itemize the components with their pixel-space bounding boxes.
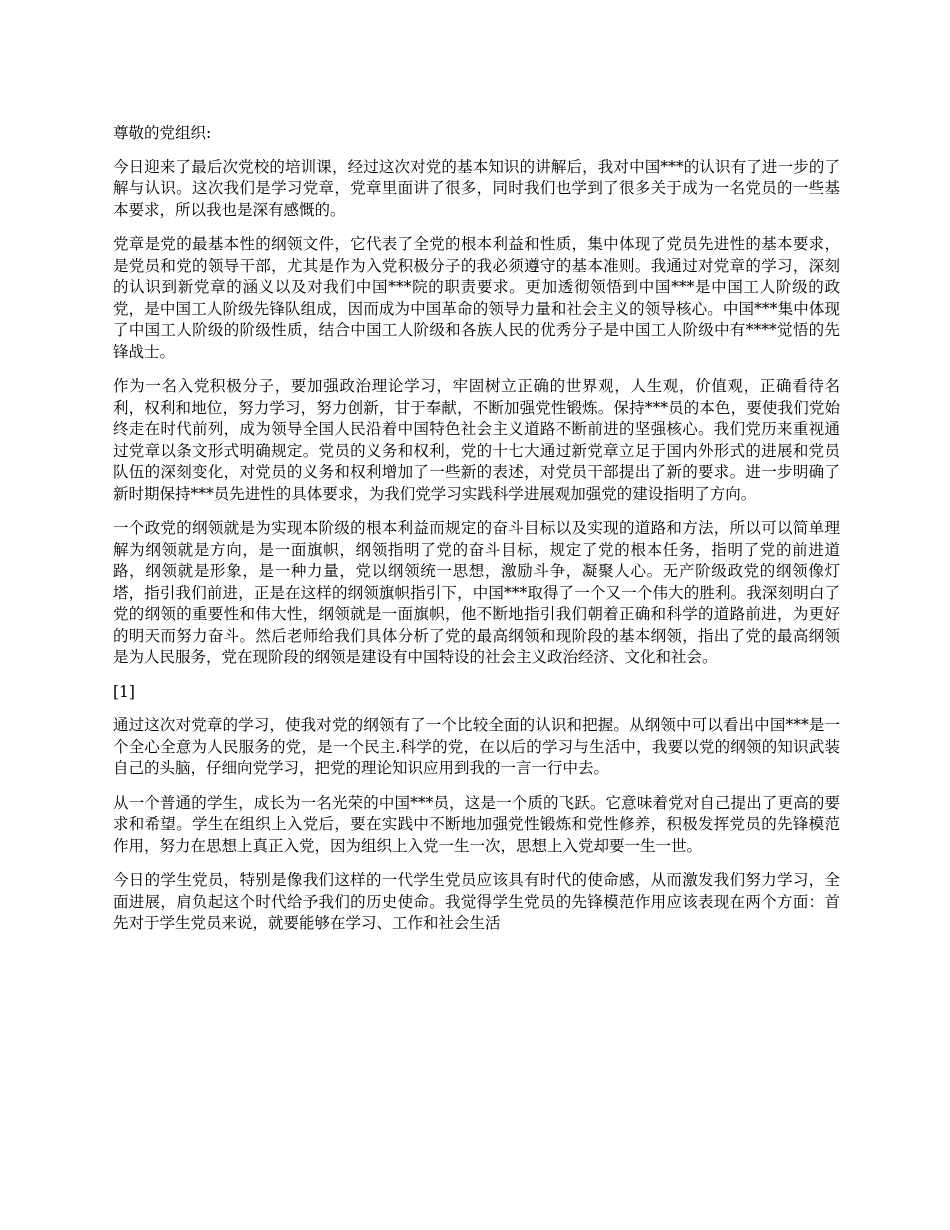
paragraph: 党章是党的最基本性的纲领文件，它代表了全党的根本利益和性质，集中体现了党员先进性的基本要求，是党员和党的领导干部，尤其是作为入党积极分子的我必须遵守的基本准则。我通过对党章的学习，深刻的认识到新党章的涵义以及对我们中国***院的职责要求。更加透彻领悟到中国***是中国工人阶级的政党，是中国工人阶级先锋队组成，因而成为中国革命的领导力量和社会主义的领导核心。中国***集中体现了中国工人阶级的阶级性质，结合中国工人阶级和各族人民的优秀分子是中国工人阶级中有****觉悟的先锋战士。 [113,235,840,361]
document-body [113,123,840,948]
paragraph: 一个政党的纲领就是为实现本阶级的根本利益而规定的奋斗目标以及实现的道路和方法，所以可以简单理解为纲领就是方向，是一面旗帜，纲领指明了党的奋斗目标，规定了党的根本任务，指明了党的前进道路，纲领就是形象，是一种力量，党以纲领统一思想，激励斗争，凝聚人心。无产阶级政党的纲领像灯塔，指引我们前进，正是在这样的纲领旗帜指引下，中国***取得了一个又一个伟大的胜利。我深刻明白了党的纲领的重要性和伟大性，纲领就是一面旗帜，他不断地指引我们朝着正确和科学的道路前进，为更好的明天而努力奋斗。然后老师给我们具体分析了党的最高纲领和现阶段的基本纲领，指出了党的最高纲领是为人民服务，党在现阶段的纲领是建设有中国特设的社会主义政治经济、文化和社会。 [113,519,840,666]
footnote-marker: [1] [113,682,135,701]
paragraph: 通过这次对党章的学习，使我对党的纲领有了一个比较全面的认识和把握。从纲领中可以看出中国***是一个全心全意为人民服务的党，是一个民主.科学的党，在以后的学习与生活中，我要以党的纲领的知识武装自己的头脑，仔细向党学习，把党的理论知识应用到我的一言一行中去。 [113,716,840,777]
paragraph: 作为一名入党积极分子，要加强政治理论学习，牢固树立正确的世界观，人生观，价值观，正确看待名利，权利和地位，努力学习，努力创新，甘于奉献，不断加强党性锻炼。保持***员的本色，要使我们党始终走在时代前列，成为领导全国人民沿着中国特色社会主义道路不断前进的坚强核心。我们党历来重视通过党章以条文形式明确规定。党员的义务和权利，党的十七大通过新党章立足于国内外形式的进展和党员队伍的深刻变化，对党员的义务和权利增加了一些新的表述，对党员干部提出了新的要求。进一步明确了新时期保持***员先进性的具体要求，为我们党学习实践科学进展观加强党的建设指明了方向。 [113,377,840,503]
paragraph: 今日的学生党员，特别是像我们这样的一代学生党员应该具有时代的使命感，从而激发我们努力学习，全面进展，肩负起这个时代给予我们的历史使命。我觉得学生党员的先锋模范作用应该表现在两个方面：首先对于学生党员来说，就要能够在学习、工作和社会生活 [113,871,840,932]
salutation: 尊敬的党组织: [113,124,212,142]
paragraph: 从一个普通的学生，成长为一名光荣的中国***员，这是一个质的飞跃。它意味着党对自己提出了更高的要求和希望。学生在组织上入党后，要在实践中不断地加强党性锻炼和党性修养，积极发挥党员的先锋模范作用，努力在思想上真正入党，因为组织上入党一生一次，思想上入党却要一生一世。 [113,793,840,855]
paragraph: 今日迎来了最后次党校的培训课，经过这次对党的基本知识的讲解后，我对中国***的认识有了进一步的了解与认识。这次我们是学习党章，党章里面讲了很多，同时我们也学到了很多关于成为一名党员的一些基本要求，所以我也是深有感慨的。 [113,157,840,219]
